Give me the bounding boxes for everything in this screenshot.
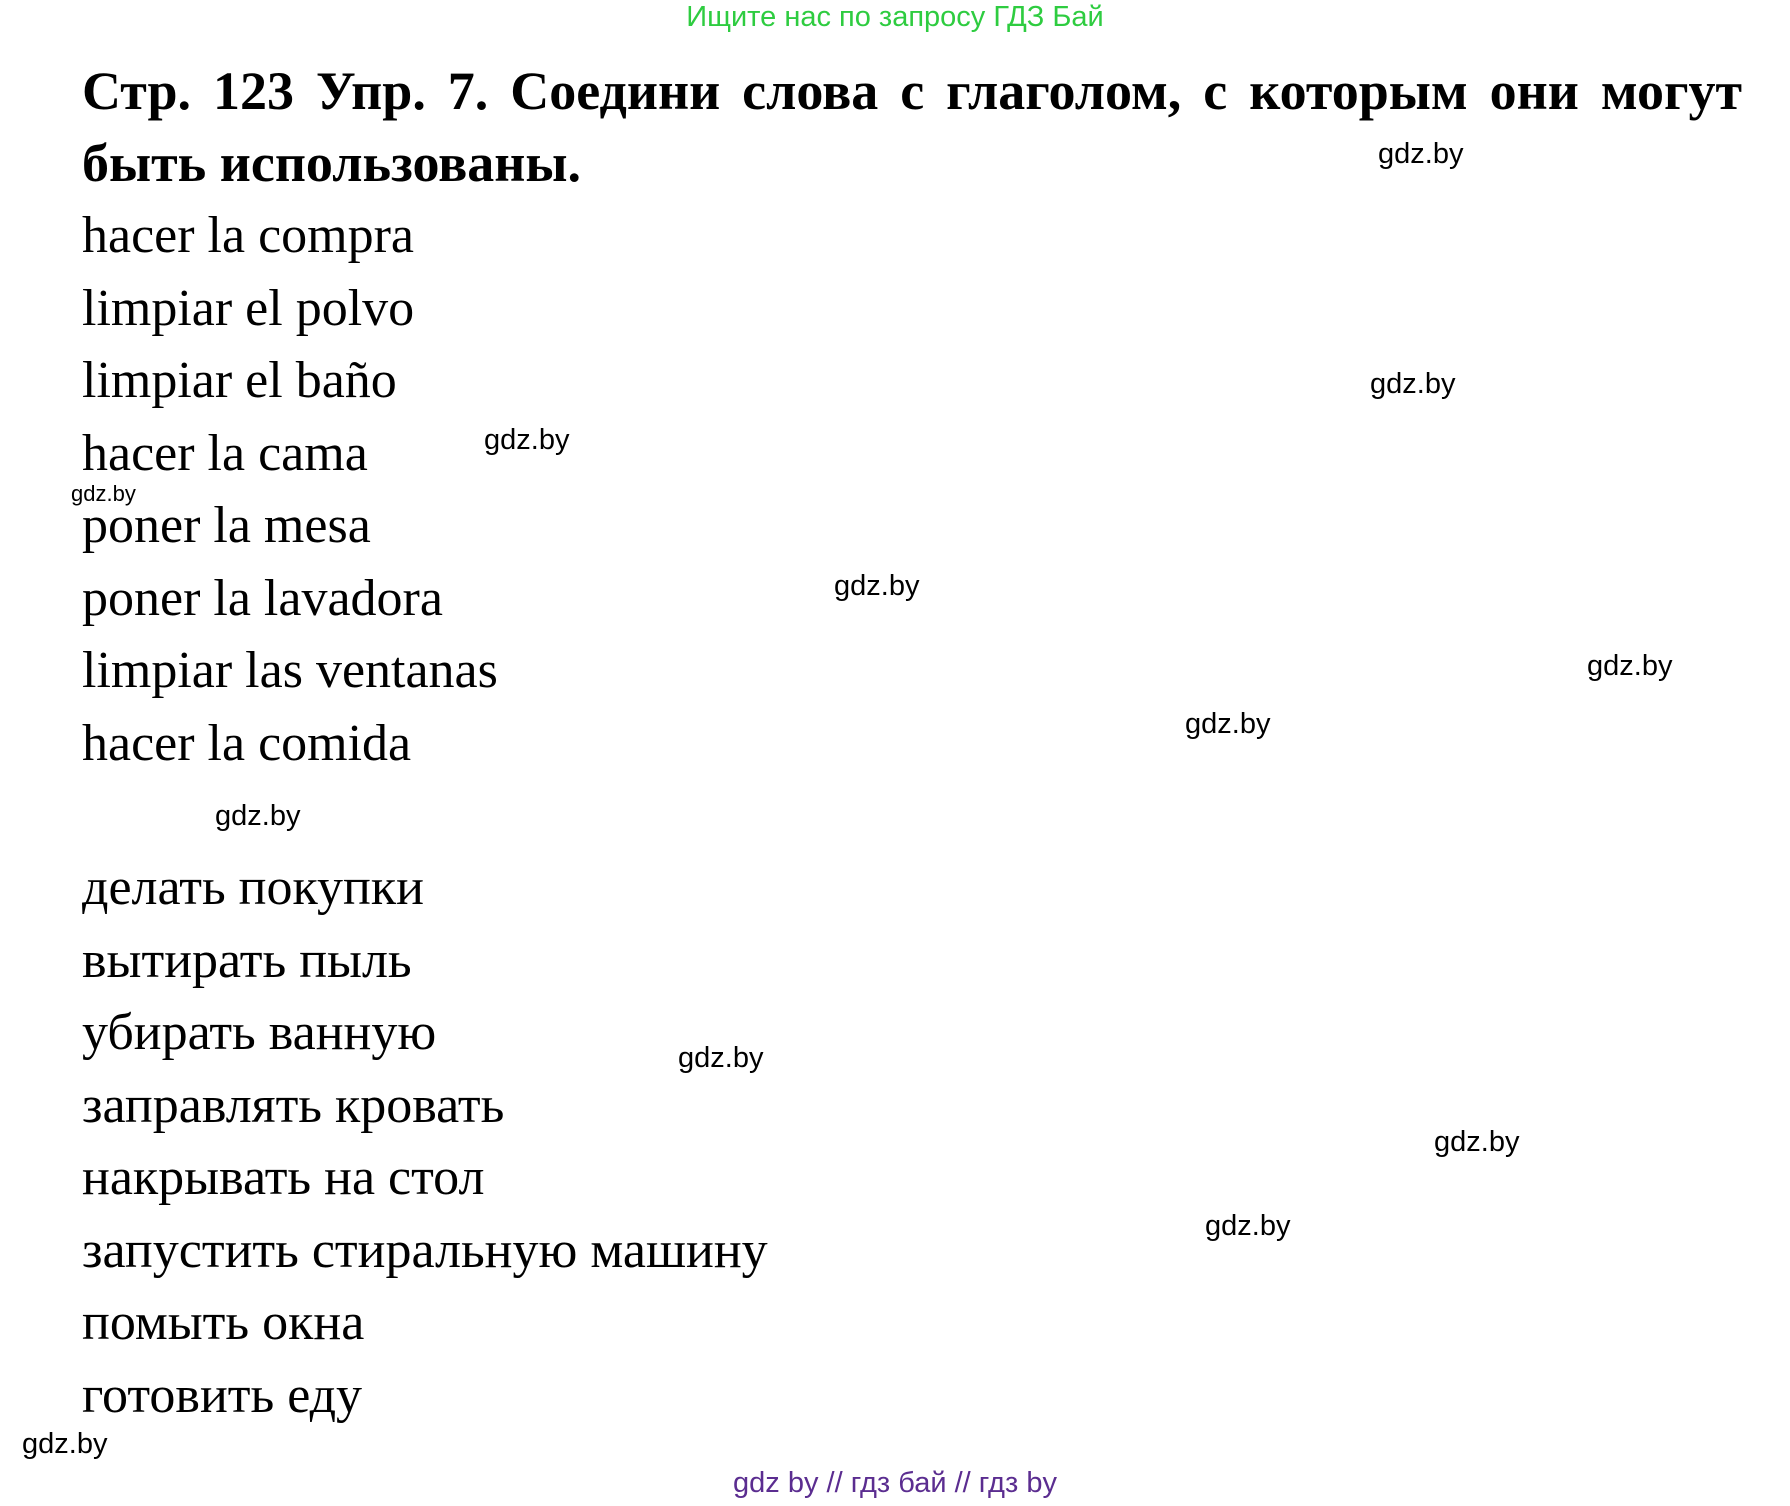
watermark: gdz.by bbox=[484, 424, 570, 456]
russian-phrase: делать покупки bbox=[82, 859, 424, 916]
watermark: gdz.by bbox=[1587, 650, 1673, 682]
spanish-phrase: hacer la cama bbox=[82, 424, 368, 482]
spanish-phrase-list bbox=[82, 200, 498, 780]
watermark: gdz.by bbox=[1185, 708, 1271, 740]
watermark: gdz.by bbox=[834, 570, 920, 602]
watermark: gdz.by bbox=[215, 800, 301, 832]
watermark: gdz.by bbox=[1205, 1210, 1291, 1242]
russian-phrase: накрывать на стол bbox=[82, 1149, 485, 1206]
watermark: gdz.by bbox=[22, 1428, 108, 1460]
footer-links: gdz by // гдз бай // гдз by bbox=[733, 1467, 1057, 1499]
russian-phrase: помыть окна bbox=[82, 1294, 365, 1351]
watermark: gdz.by bbox=[1370, 368, 1456, 400]
exercise-title: Стр. 123 Упр. 7. Соедини слова с глаголом, с которым они могут быть использованы. bbox=[82, 61, 1742, 193]
spanish-phrase: hacer la comida bbox=[82, 714, 412, 772]
watermark: gdz.by bbox=[1434, 1126, 1520, 1158]
russian-phrase: вытирать пыль bbox=[82, 931, 412, 989]
spanish-phrase: poner la mesa bbox=[82, 497, 371, 554]
spanish-phrase: limpiar el polvo bbox=[82, 279, 415, 337]
spanish-phrase: limpiar el baño bbox=[82, 352, 397, 409]
watermark: gdz.by bbox=[678, 1042, 764, 1074]
russian-phrase-list bbox=[82, 852, 768, 1432]
russian-phrase: запустить стиральную машину bbox=[82, 1221, 768, 1279]
russian-phrase: готовить еду bbox=[82, 1366, 363, 1424]
russian-phrase: убирать ванную bbox=[82, 1004, 437, 1061]
spanish-phrase: poner la lavadora bbox=[82, 569, 443, 627]
watermark: gdz.by bbox=[71, 481, 136, 506]
search-hint-banner: Ищите нас по запросу ГДЗ Бай bbox=[686, 1, 1104, 33]
watermark: gdz.by bbox=[1378, 138, 1464, 170]
russian-phrase: заправлять кровать bbox=[82, 1076, 505, 1134]
spanish-phrase: limpiar las ventanas bbox=[82, 642, 498, 699]
spanish-phrase: hacer la compra bbox=[82, 207, 415, 264]
